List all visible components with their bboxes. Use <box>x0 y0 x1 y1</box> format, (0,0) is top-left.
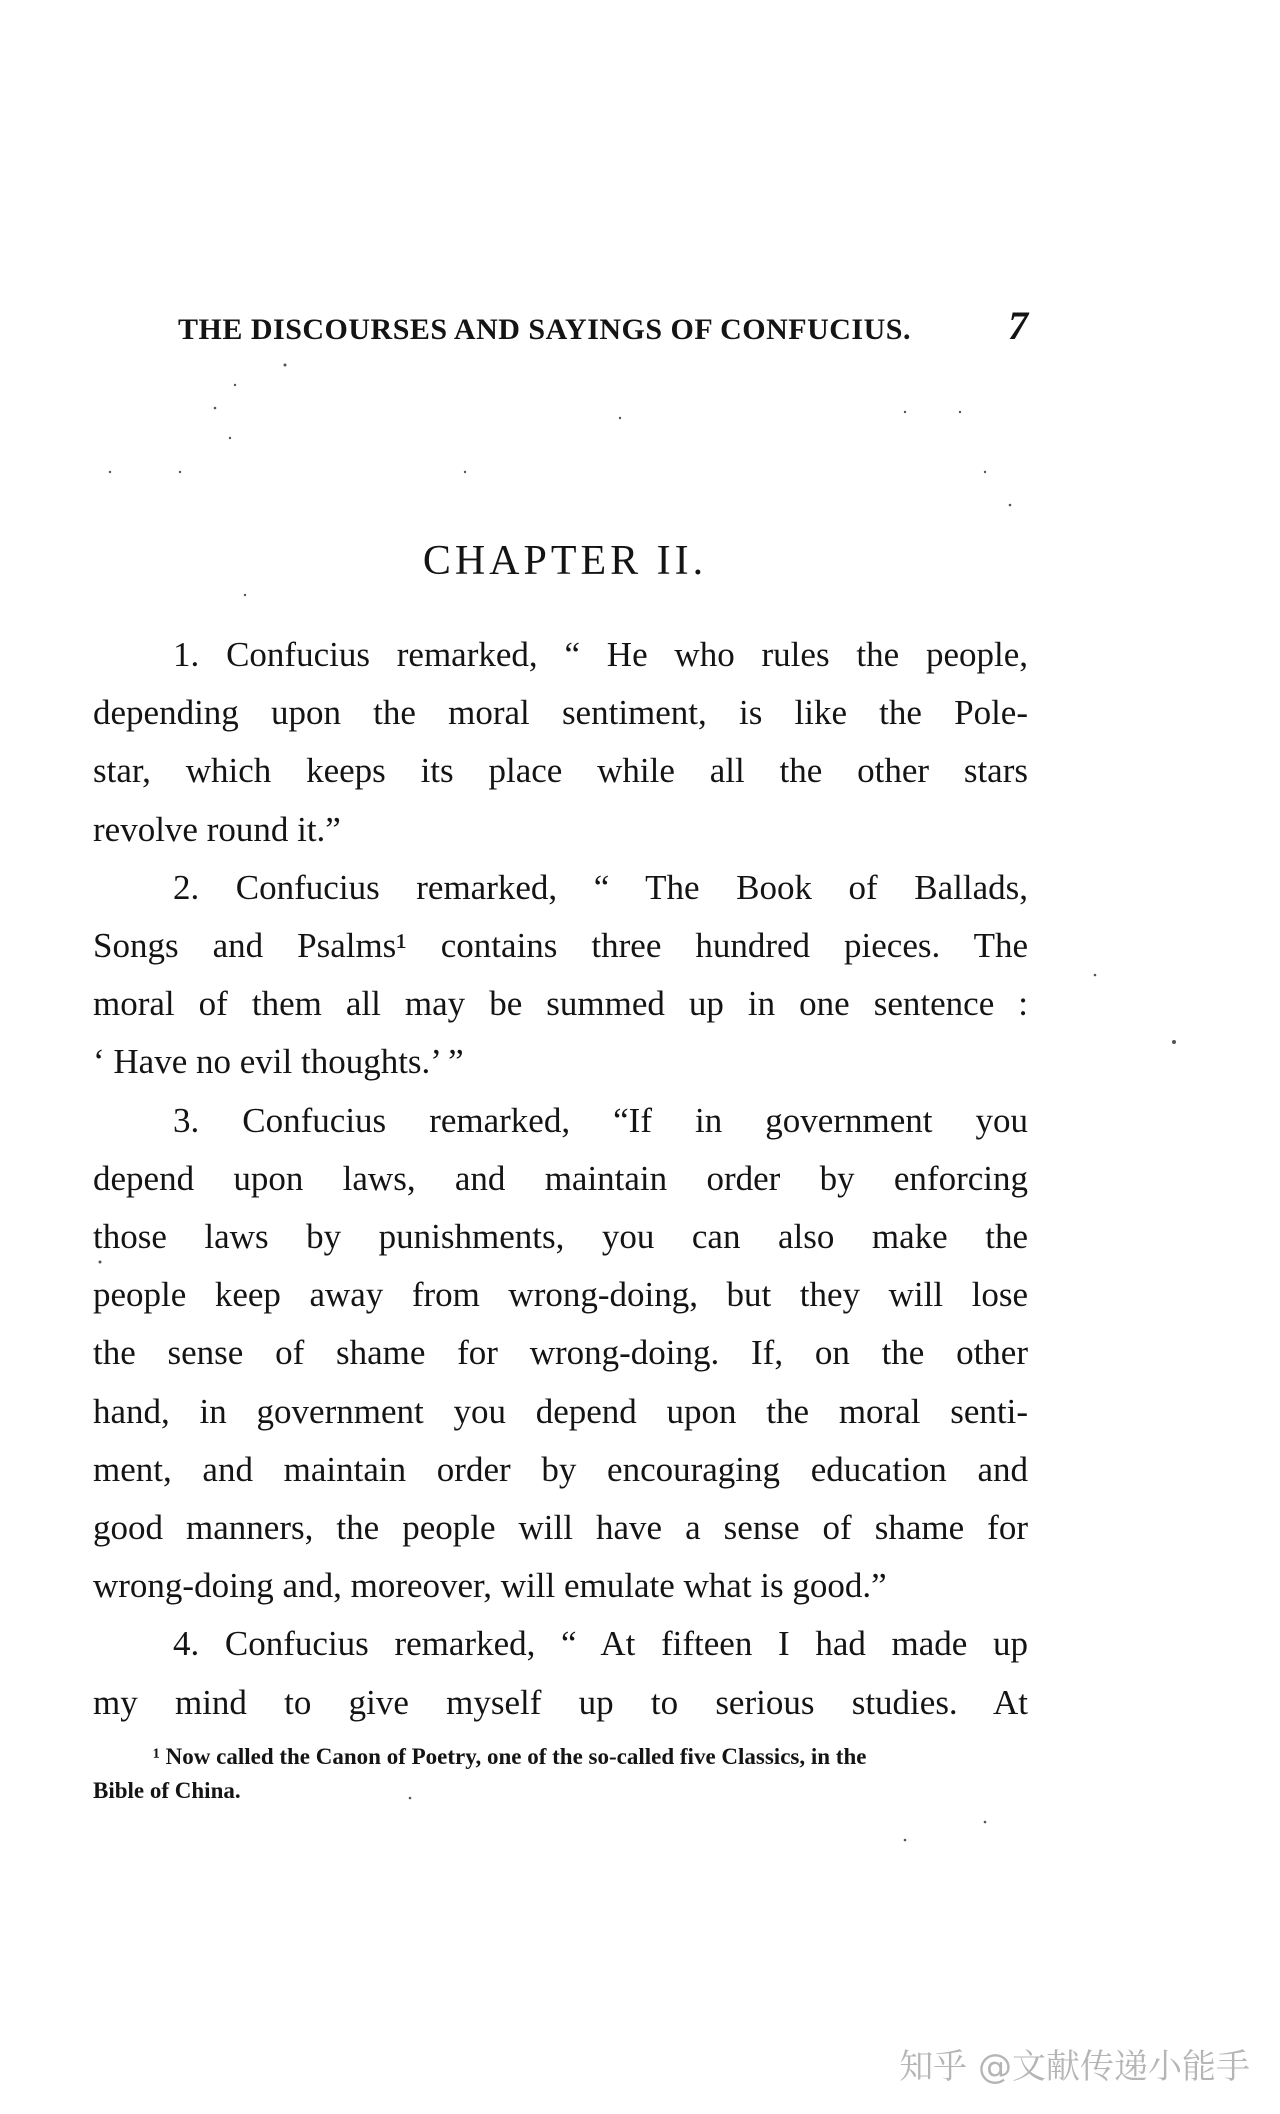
text-line: hand, in government you depend upon the moral senti- <box>93 1391 1028 1431</box>
chapter-title: CHAPTER II. <box>422 538 708 584</box>
text-line: good manners, the people will have a sense of shame for <box>93 1508 1028 1548</box>
text-line: 4. Confucius remarked, “ At fifteen I had made up <box>173 1624 1028 1664</box>
text-line: star, which keeps its place while all the other stars <box>93 751 1028 791</box>
text-line: Songs and Psalms¹ contains three hundred pieces. The <box>93 926 1028 966</box>
footnote-line: Bible of China. <box>93 1778 241 1803</box>
watermark: 知乎 @文献传递小能手 <box>899 2047 1250 2087</box>
text-line: revolve round it.” <box>93 809 341 849</box>
text-line: ‘ Have no evil thoughts.’ ” <box>93 1042 464 1082</box>
text-line: 2. Confucius remarked, “ The Book of Ballads, <box>173 867 1028 907</box>
text-line: people keep away from wrong-doing, but they will lose <box>93 1275 1028 1315</box>
text-line: those laws by punishments, you can also make the <box>93 1217 1028 1257</box>
text-line: wrong-doing and, moreover, will emulate what is good.” <box>93 1566 887 1606</box>
text-line: the sense of shame for wrong-doing. If, on the other <box>93 1333 1028 1373</box>
page-number: 7 <box>1008 303 1028 348</box>
text-line: depend upon laws, and maintain order by enforcing <box>93 1158 1028 1198</box>
text-line: ment, and maintain order by encouraging education and <box>93 1449 1028 1489</box>
text-line: moral of them all may be summed up in one sentence : <box>93 984 1028 1024</box>
footnote-line: ¹ Now called the Canon of Poetry, one of the so-called five Classics, in the <box>153 1744 867 1769</box>
text-line: depending upon the moral sentiment, is like the Pole- <box>93 693 1028 733</box>
text-line: my mind to give myself up to serious studies. At <box>93 1682 1028 1722</box>
running-title: THE DISCOURSES AND SAYINGS OF CONFUCIUS. <box>178 313 911 346</box>
text-line: 1. Confucius remarked, “ He who rules the people, <box>173 635 1028 674</box>
text-line: 3. Confucius remarked, “If in government you <box>173 1100 1028 1140</box>
